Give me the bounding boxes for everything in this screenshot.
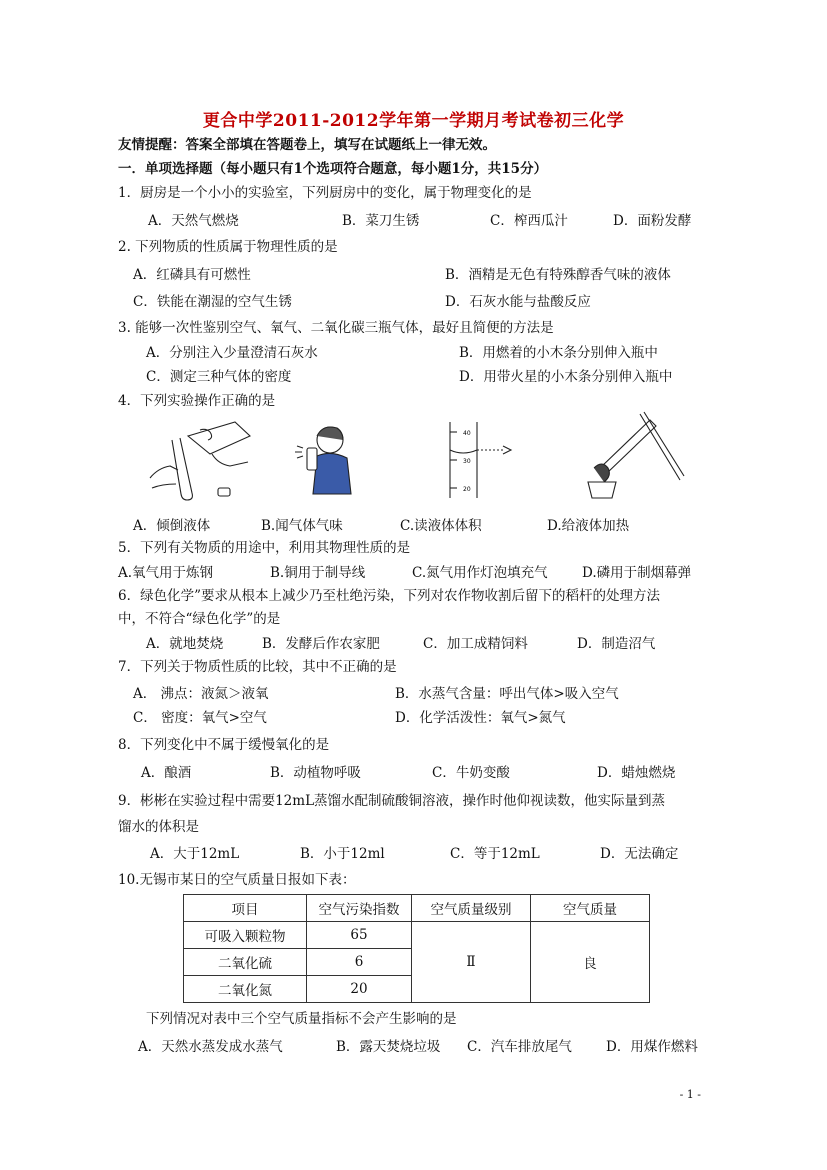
q7-option-b[interactable]: B．水蒸气含量：呼出气体>吸入空气 [395, 686, 619, 702]
page-number: - 1 - [679, 1088, 701, 1101]
question-1-stem: 1．厨房是一个小小的实验室，下列厨房中的变化，属于物理变化的是 [118, 185, 532, 201]
question-4-stem: 4．下列实验操作正确的是 [118, 393, 276, 409]
q3-option-c[interactable]: C．测定三种气体的密度 [146, 369, 292, 385]
graduated-cylinder-illustration [445, 420, 525, 498]
table-header: 项目 [184, 895, 307, 922]
page-title: 更合中学2011-2012学年第一学期月考试卷初三化学 [202, 111, 625, 131]
q6-option-d[interactable]: D．制造沼气 [577, 636, 656, 652]
question-10-stem: 10.无锡市某日的空气质量日报如下表： [118, 872, 356, 888]
q4-option-b[interactable]: B.闻气体气味 [261, 518, 343, 534]
q9-option-a[interactable]: A．大于12mL [150, 846, 240, 862]
q5-option-a[interactable]: A.氧气用于炼钢 [118, 565, 214, 581]
q3-option-a[interactable]: A．分别注入少量澄清石灰水 [146, 345, 318, 361]
heating-liquid-illustration [580, 410, 690, 500]
q4-option-a[interactable]: A．倾倒液体 [133, 518, 211, 534]
q1-option-b[interactable]: B．菜刀生锈 [342, 213, 420, 229]
q9-option-b[interactable]: B．小于12ml [300, 846, 385, 862]
q3-option-b[interactable]: B．用燃着的小木条分别伸入瓶中 [459, 345, 658, 361]
table-header: 空气质量 [531, 895, 650, 922]
scale-label-20: 20 [463, 486, 471, 493]
quality-level-cell: Ⅱ [412, 922, 531, 1003]
smelling-gas-illustration [285, 418, 375, 496]
q4-option-c[interactable]: C.读液体体积 [400, 518, 482, 534]
table-header-row [184, 895, 650, 922]
q5-option-b[interactable]: B.铜用于制导线 [270, 565, 366, 581]
q2-option-b[interactable]: B．酒精是无色有特殊醇香气味的液体 [445, 267, 671, 283]
q6-option-a[interactable]: A．就地焚烧 [146, 636, 224, 652]
q2-option-a[interactable]: A．红磷具有可燃性 [133, 267, 251, 283]
q4-option-d[interactable]: D.给液体加热 [547, 518, 630, 534]
q10-option-b[interactable]: B．露天焚烧垃圾 [336, 1039, 441, 1055]
table-cell: 6 [307, 949, 412, 976]
scale-label-30: 30 [463, 458, 471, 465]
q7-option-c[interactable]: C． 密度：氧气>空气 [133, 710, 267, 726]
q8-option-c[interactable]: C．牛奶变酸 [432, 765, 510, 781]
q2-option-d[interactable]: D．石灰水能与盐酸反应 [445, 294, 591, 310]
question-9-stem-line2: 馏水的体积是 [118, 819, 199, 835]
q5-option-c[interactable]: C.氮气用作灯泡填充气 [412, 565, 548, 581]
q8-option-b[interactable]: B．动植物呼吸 [270, 765, 361, 781]
question-9-stem-line1: 9．彬彬在实验过程中需要12mL蒸馏水配制硫酸铜溶液，操作时他仰视读数，他实际量到蒸 [118, 793, 666, 809]
question-8-stem: 8．下列变化中不属于缓慢氧化的是 [118, 737, 330, 753]
question-6-stem-line1: 6．绿色化学”要求从根本上减少乃至杜绝污染，下列对农作物收割后留下的稻杆的处理方法 [118, 588, 660, 604]
question-2-stem: 2. 下列物质的性质属于物理性质的是 [118, 239, 338, 255]
q8-option-a[interactable]: A．酿酒 [141, 765, 192, 781]
table-header: 空气污染指数 [307, 895, 412, 922]
q1-option-d[interactable]: D．面粉发酵 [613, 213, 692, 229]
q2-option-c[interactable]: C．铁能在潮湿的空气生锈 [133, 294, 292, 310]
question-10-followup: 下列情况对表中三个空气质量指标不会产生影响的是 [146, 1011, 457, 1027]
question-5-stem: 5．下列有关物质的用途中，利用其物理性质的是 [118, 540, 411, 556]
q6-option-b[interactable]: B．发酵后作农家肥 [262, 636, 380, 652]
section-heading: 一．单项选择题（每小题只有1个选项符合题意，每小题1分，共15分） [118, 161, 548, 177]
scale-label-40: 40 [463, 430, 471, 437]
q9-option-c[interactable]: C．等于12mL [450, 846, 540, 862]
table-header: 空气质量级别 [412, 895, 531, 922]
table-cell: 65 [307, 922, 412, 949]
question-3-stem: 3. 能够一次性鉴别空气、氧气、二氧化碳三瓶气体，最好且简便的方法是 [118, 320, 554, 336]
table-row [184, 922, 650, 949]
table-cell: 二氧化氮 [184, 976, 307, 1003]
q8-option-d[interactable]: D．蜡烛燃烧 [597, 765, 676, 781]
q10-option-a[interactable]: A．天然水蒸发成水蒸气 [138, 1039, 283, 1055]
table-cell: 二氧化硫 [184, 949, 307, 976]
q9-option-d[interactable]: D．无法确定 [600, 846, 679, 862]
q3-option-d[interactable]: D．用带火星的小木条分别伸入瓶中 [459, 369, 673, 385]
pouring-liquid-illustration [140, 418, 260, 503]
q6-option-c[interactable]: C．加工成精饲料 [423, 636, 528, 652]
q1-option-c[interactable]: C．榨西瓜汁 [490, 213, 568, 229]
q10-option-d[interactable]: D．用煤作燃料 [606, 1039, 698, 1055]
q7-option-a[interactable]: A． 沸点：液氮＞液氧 [133, 686, 269, 702]
q1-option-a[interactable]: A．天然气燃烧 [148, 213, 239, 229]
air-quality-table [183, 894, 650, 1003]
q5-option-d[interactable]: D.磷用于制烟幕弹 [582, 565, 692, 581]
table-cell: 20 [307, 976, 412, 1003]
q7-option-d[interactable]: D．化学活泼性：氧气>氮气 [395, 710, 566, 726]
question-7-stem: 7．下列关于物质性质的比较，其中不正确的是 [118, 659, 397, 675]
reminder: 友情提醒：答案全部填在答题卷上，填写在试题纸上一律无效。 [118, 137, 496, 153]
question-6-stem-line2: 中，不符合“绿色化学”的是 [118, 611, 281, 627]
q10-option-c[interactable]: C．汽车排放尾气 [467, 1039, 572, 1055]
table-cell: 可吸入颗粒物 [184, 922, 307, 949]
quality-cell: 良 [531, 922, 650, 1003]
